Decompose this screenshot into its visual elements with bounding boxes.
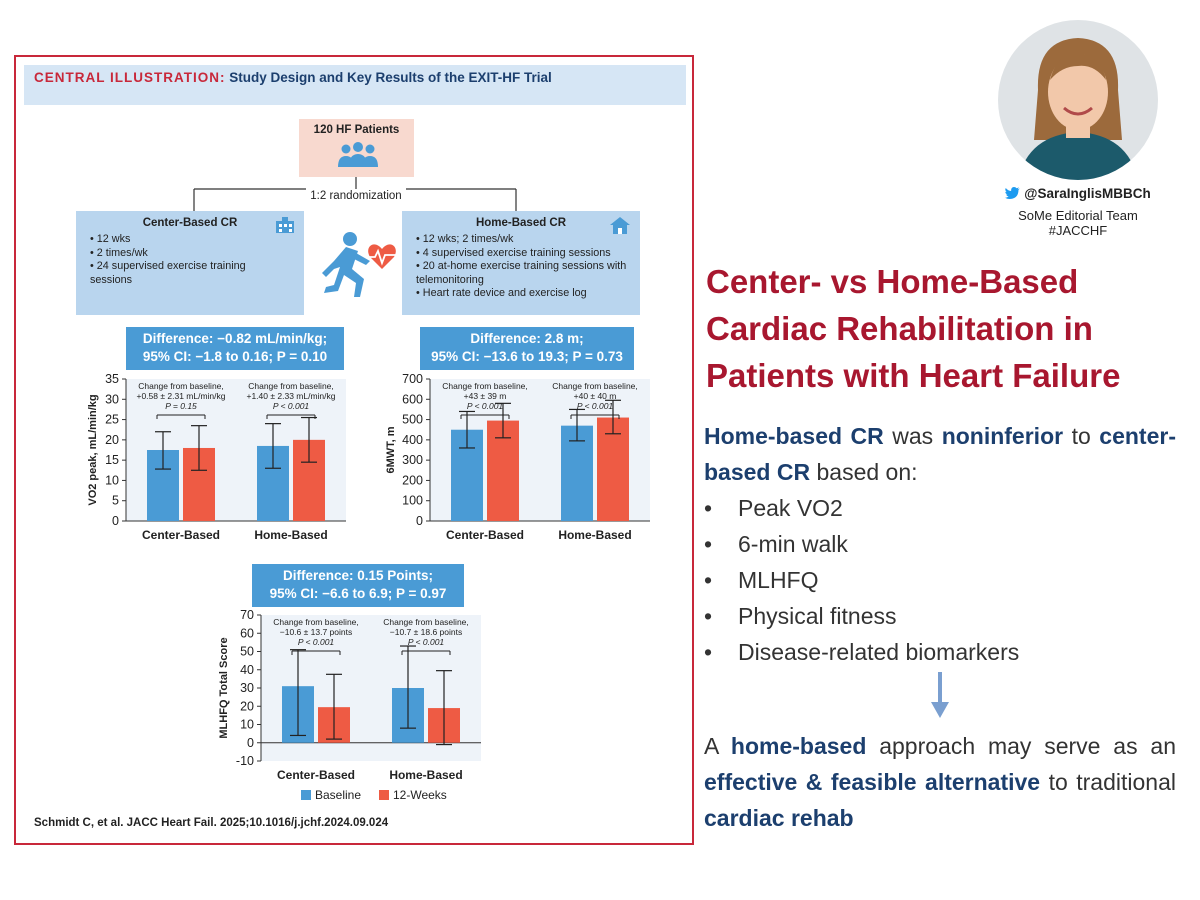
- legend-label: Baseline: [315, 788, 362, 802]
- conclusion-text: A home-based approach may serve as an effective & feasible alternative to traditional cardiac rehab: [704, 733, 1176, 831]
- center-arm-list: [80, 233, 280, 287]
- legend-swatch-baseline: [301, 790, 311, 800]
- mlhfq-difference-box: Difference: 0.15 Points; 95% CI: −6.6 to 6.9; P = 0.97: [252, 564, 464, 607]
- vo2-difference-box: Difference: −0.82 mL/min/kg; 95% CI: −1.8 to 0.16; P = 0.10: [126, 327, 344, 370]
- home-arm-list: [406, 233, 638, 301]
- y-tick-label: 700: [402, 372, 423, 386]
- center-arm-item: • 24 supervised exercise training sessions: [90, 260, 280, 287]
- annotation-pvalue: P < 0.001: [466, 401, 504, 411]
- x-category-label: Center-Based: [445, 528, 525, 542]
- annotation-line: +43 ± 39 m: [463, 391, 507, 401]
- findings-list: [704, 490, 1176, 670]
- annotation-pvalue: P = 0.15: [165, 401, 197, 411]
- y-tick-label: 20: [105, 432, 119, 447]
- central-illustration: [14, 55, 694, 845]
- y-tick-label: 30: [105, 392, 119, 407]
- annotation-pvalue: P < 0.001: [407, 637, 445, 647]
- home-arm-box: [402, 211, 640, 315]
- finding-item: • Peak VO2: [704, 490, 1176, 526]
- y-axis-label: VO2 peak, mL/min/kg: [87, 394, 99, 506]
- finding-item: • Disease-related biomarkers: [704, 634, 1176, 670]
- y-tick-label: 25: [105, 412, 119, 427]
- x-category-label: Center-Based: [276, 768, 356, 782]
- y-tick-label: 30: [240, 681, 254, 695]
- y-tick-label: 100: [402, 493, 423, 508]
- runner-heart-icon: [312, 227, 402, 307]
- patients-box: [299, 119, 414, 177]
- annotation-pvalue: P < 0.001: [576, 401, 614, 411]
- y-tick-label: 70: [240, 608, 254, 622]
- twitter-handle[interactable]: @SaraInglisMBBCh: [990, 186, 1166, 201]
- y-tick-label: 50: [240, 644, 254, 659]
- annotation-pvalue: P < 0.001: [297, 637, 335, 647]
- findings-block: [704, 418, 1176, 670]
- y-tick-label: -10: [235, 754, 254, 768]
- y-tick-label: 35: [105, 372, 119, 386]
- y-tick-label: 0: [247, 735, 254, 750]
- house-icon: [608, 215, 632, 235]
- center-arm-item: • 2 times/wk: [90, 247, 280, 261]
- annotation-line: +0.58 ± 2.31 mL/min/kg: [136, 391, 226, 401]
- y-tick-label: 200: [402, 473, 423, 488]
- author-avatar: [998, 20, 1158, 180]
- citation: Schmidt C, et al. JACC Heart Fail. 2025;10.1016/j.jchf.2024.09.024: [34, 817, 389, 829]
- home-arm-title: Home-Based CR: [475, 217, 567, 229]
- author-photo: [998, 20, 1158, 180]
- y-tick-label: 400: [402, 432, 423, 447]
- y-tick-label: 10: [105, 473, 119, 488]
- findings-intro: Home-based CR was noninferior to center-based CR based on:: [704, 423, 1176, 485]
- annotation-line: Change from baseline,: [552, 381, 638, 391]
- finding-item: • 6-min walk: [704, 526, 1176, 562]
- annotation-line: Change from baseline,: [248, 381, 334, 391]
- home-arm-item: • 20 at-home exercise training sessions with telemonitoring: [416, 260, 638, 287]
- center-arm-item: • 12 wks: [90, 233, 280, 247]
- hospital-icon: [274, 216, 296, 234]
- center-arm-title: Center-Based CR: [142, 217, 238, 229]
- legend-label: 12-Weeks: [393, 788, 447, 802]
- x-category-label: Home-Based: [389, 768, 463, 782]
- down-arrow-icon: [930, 672, 950, 722]
- mlhfq-chart: [191, 605, 531, 805]
- finding-item: • Physical fitness: [704, 598, 1176, 634]
- randomization-label: 1:2 randomization: [310, 190, 402, 202]
- x-category-label: Center-Based: [141, 528, 221, 542]
- twitter-bird-icon: [1005, 187, 1020, 199]
- annotation-line: Change from baseline,: [273, 617, 359, 627]
- y-tick-label: 0: [416, 514, 423, 528]
- y-axis-label: MLHFQ Total Score: [218, 637, 230, 739]
- summary-title: Center- vs Home-Based Cardiac Rehabilitation in Patients with Heart Failure: [706, 263, 1121, 394]
- 6mwt-difference-box: Difference: 2.8 m; 95% CI: −13.6 to 19.3; P = 0.73: [420, 327, 634, 370]
- home-arm-item: • 12 wks; 2 times/wk: [416, 233, 638, 247]
- home-arm-item: • 4 supervised exercise training sessions: [416, 247, 638, 261]
- annotation-line: Change from baseline,: [442, 381, 528, 391]
- y-tick-label: 40: [240, 662, 254, 677]
- y-tick-label: 15: [105, 453, 119, 468]
- x-category-label: Home-Based: [254, 528, 328, 542]
- annotation-line: Change from baseline,: [383, 617, 469, 627]
- 6mwt-chart: [356, 369, 696, 549]
- y-tick-label: 5: [112, 493, 119, 508]
- annotation-line: Change from baseline,: [138, 381, 224, 391]
- patients-label: 120 HF Patients: [313, 124, 400, 136]
- editorial-team: SoMe Editorial Team #JACCHF: [1018, 208, 1138, 238]
- y-tick-label: 60: [240, 626, 254, 641]
- annotation-line: +40 ± 40 m: [573, 391, 617, 401]
- y-tick-label: 10: [240, 717, 254, 732]
- annotation-line: −10.6 ± 13.7 points: [279, 627, 353, 637]
- annotation-line: +1.40 ± 2.33 mL/min/kg: [246, 391, 336, 401]
- y-tick-label: 300: [402, 453, 423, 468]
- illustration-title: CENTRAL ILLUSTRATION: Study Design and Key Results of the EXIT-HF Trial: [34, 70, 552, 85]
- finding-item: • MLHFQ: [704, 562, 1176, 598]
- y-tick-label: 20: [240, 699, 254, 714]
- y-axis-label: 6MWT, m: [385, 426, 397, 474]
- legend-swatch-12-weeks: [379, 790, 389, 800]
- y-tick-label: 500: [402, 412, 423, 427]
- y-tick-label: 600: [402, 392, 423, 407]
- x-category-label: Home-Based: [558, 528, 632, 542]
- annotation-pvalue: P < 0.001: [272, 401, 310, 411]
- vo2-peak-chart: [16, 369, 356, 549]
- y-tick-label: 0: [112, 514, 119, 528]
- center-arm-box: [76, 211, 304, 315]
- annotation-line: −10.7 ± 18.6 points: [389, 627, 463, 637]
- home-arm-item: • Heart rate device and exercise log: [416, 287, 638, 301]
- patients-icon: [335, 141, 381, 171]
